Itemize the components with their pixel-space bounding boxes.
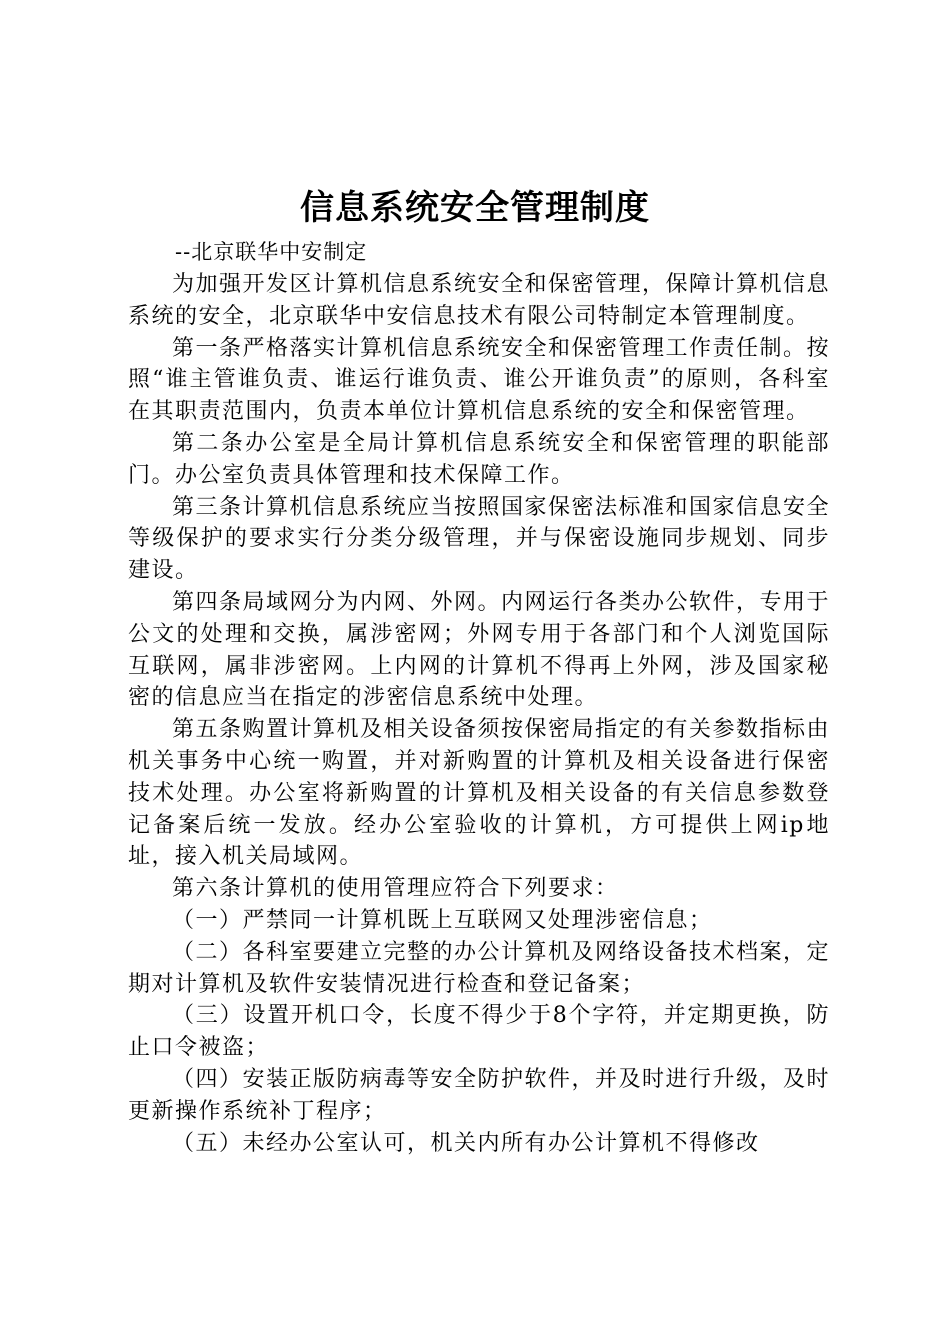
paragraph: 第三条计算机信息系统应当按照国家保密法标准和国家信息安全等级保护的要求实行分类分级管理，并与保密设施同步规划、同步建设。: [128, 494, 831, 584]
paragraph: （二）各科室要建立完整的办公计算机及网络设备技术档案，定期对计算机及软件安装情况进行检查和登记备案；: [128, 939, 831, 997]
paragraph: 第二条办公室是全局计算机信息系统安全和保密管理的职能部门。办公室负责具体管理和技术保障工作。: [128, 430, 830, 488]
paragraph: （五）未经办公室认可，机关内所有办公计算机不得修改: [172, 1130, 760, 1156]
paragraph: 第四条局域网分为内网、外网。内网运行各类办公软件，专用于公文的处理和交换，属涉密网；外网专用于各部门和个人浏览国际互联网，属非涉密网。上内网的计算机不得再上外网，涉及国家秘密的信息应当在指定的涉密信息系统中处理。: [128, 589, 831, 711]
paragraph: 第六条计算机的使用管理应符合下列要求：: [172, 876, 619, 902]
document-body: [128, 269, 830, 1159]
document-title: 信息系统安全管理制度: [300, 188, 650, 228]
paragraph: （四）安装正版防病毒等安全防护软件，并及时进行升级，及时更新操作系统补丁程序；: [128, 1066, 831, 1124]
paragraph: （一）严禁同一计算机既上互联网又处理涉密信息；: [172, 907, 713, 933]
document-subtitle: --北京联华中安制定: [175, 240, 368, 264]
paragraph: 为加强开发区计算机信息系统安全和保密管理，保障计算机信息系统的安全，北京联华中安信息技术有限公司特制定本管理制度。: [128, 272, 831, 329]
paragraph: 第一条严格落实计算机信息系统安全和保密管理工作责任制。按照“谁主管谁负责、谁运行谁负责、谁公开谁负责”的原则，各科室在其职责范围内，负责本单位计算机信息系统的安全和保密管理。: [128, 335, 831, 425]
paragraph: （三）设置开机口令，长度不得少于8个字符，并定期更换，防止口令被盗；: [128, 1003, 830, 1061]
paragraph: 第五条购置计算机及相关设备须按保密局指定的有关参数指标由机关事务中心统一购置，并对新购置的计算机及相关设备进行保密技术处理。办公室将新购置的计算机及相关设备的有关信息参数登记备案后统一发放。经办公室验收的计算机，方可提供上网ip地址，接入机关局域网。: [128, 717, 831, 870]
